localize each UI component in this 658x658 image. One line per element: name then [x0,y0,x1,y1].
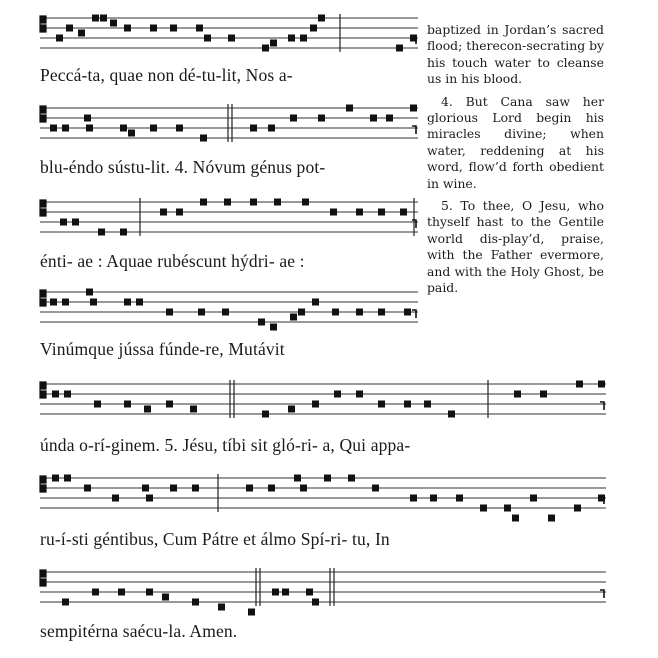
neume-note [346,105,353,112]
neume-note [90,299,97,306]
neume-note [396,45,403,52]
neume-note [136,299,143,306]
neume-note [282,589,289,596]
neume-note [110,20,117,27]
neume-note [248,609,255,616]
custos [412,126,416,134]
lyric-line-3: énti- ae : Aquae rubéscunt hýdri- ae : [40,251,305,271]
neume-note [92,589,99,596]
lyric-line-1: Peccá-ta, quae non dé-tu-lit, Nos a- [40,65,293,85]
do-clef [40,106,46,122]
neume-note [294,475,301,482]
neume-note [64,391,71,398]
neume-note [270,40,277,47]
neume-note [262,411,269,418]
neume-note [312,299,319,306]
neume-note [246,485,253,492]
neume-note [62,299,69,306]
neume-note [504,505,511,512]
neume-note [378,401,385,408]
neume-note [86,289,93,296]
neume-note [268,485,275,492]
neume-note [92,15,99,22]
neume-note [128,130,135,137]
lyric-line-7: sempitérna saécu-la. Amen. [40,621,238,641]
neume-note [424,401,431,408]
neume-note [120,229,127,236]
neume-note [166,401,173,408]
neume-note [310,25,317,32]
neume-note [598,381,605,388]
neume-note [410,495,417,502]
neume-note [300,485,307,492]
neume-note [448,411,455,418]
neume-note [170,485,177,492]
translation-paragraph-1: baptized in Jordan’s sacred flood; therecon-secrating by his touch water to cleanse us in his blood. [427,22,605,87]
neume-note [100,15,107,22]
do-clef [40,476,46,492]
staff-2 [0,98,418,138]
neume-note [302,199,309,206]
neume-note [52,391,59,398]
neume-note [146,495,153,502]
neume-note [218,604,225,611]
neume-note [576,381,583,388]
neume-note [574,505,581,512]
neume-note [118,589,125,596]
neume-note [190,406,197,413]
neume-note [94,401,101,408]
neume-note [62,125,69,132]
neume-note [456,495,463,502]
neume-note [330,209,337,216]
neume-note [200,135,207,142]
lyric-line-2: blu-éndo sústu-lit. 4. Nóvum génus pot- [40,157,326,177]
staff-4 [0,282,418,322]
neume-note [370,115,377,122]
neume-note [290,115,297,122]
neume-note [176,125,183,132]
neume-note [512,515,519,522]
translation-column [427,22,604,303]
neume-note [228,35,235,42]
lyric-line-4: Vinúmque jússa fúnde-re, Mutávit [40,339,285,359]
custos [412,310,416,318]
lyric-line-6: ru-í-sti géntibus, Cum Pátre et álmo Spí-ri- tu, In [40,529,390,549]
neume-note [52,475,59,482]
neume-note [166,309,173,316]
staff-1 [0,8,418,48]
neume-note [250,125,257,132]
neume-note [274,199,281,206]
neume-note [196,25,203,32]
staff-6 [0,468,606,508]
neume-note [98,229,105,236]
neume-note [160,209,167,216]
neume-note [120,125,127,132]
neume-note [318,115,325,122]
neume-note [530,495,537,502]
do-clef [40,200,46,216]
neume-note [200,199,207,206]
neume-note [312,599,319,606]
do-clef [40,16,46,32]
neume-note [290,314,297,321]
neume-note [318,15,325,22]
neume-note [144,406,151,413]
neume-note [372,485,379,492]
translation-paragraph-3: 5. To thee, O Jesu, who thyself hast to the Gentile world dis-play’d, praise, with the Father evermore, and with the Holy Ghost, be paid. [427,198,604,296]
neume-note [324,475,331,482]
neume-note [334,391,341,398]
neume-note [112,495,119,502]
neume-note [72,219,79,226]
neume-note [378,209,385,216]
neume-note [176,209,183,216]
neume-note [124,25,131,32]
custos [600,590,604,598]
neume-note [356,391,363,398]
neume-note [124,401,131,408]
neume-note [50,125,57,132]
neume-note [198,309,205,316]
neume-note [150,125,157,132]
neume-note [272,589,279,596]
neume-note [356,309,363,316]
neume-note [404,401,411,408]
neume-note [306,589,313,596]
neume-note [356,209,363,216]
neume-note [50,299,57,306]
neume-note [410,105,417,112]
neume-note [150,25,157,32]
neume-note [514,391,521,398]
neume-note [204,35,211,42]
neume-note [268,125,275,132]
neume-note [222,309,229,316]
neume-note [404,309,411,316]
neume-note [64,475,71,482]
custos [600,402,604,410]
translation-paragraph-2: 4. But Cana saw her glorious Lord begin his miracles divine; when water, reddening at his word, flow’d forth obedient in wine. [427,93,604,191]
neume-note [312,401,319,408]
neume-note [66,25,73,32]
staff-7 [0,562,606,602]
neume-note [60,219,67,226]
neume-note [300,35,307,42]
neume-note [400,209,407,216]
neume-note [386,115,393,122]
neume-note [258,319,265,326]
neume-note [270,324,277,331]
neume-note [86,125,93,132]
neume-note [224,199,231,206]
neume-note [262,45,269,52]
neume-note [348,475,355,482]
neume-note [142,485,149,492]
do-clef [40,290,46,306]
neume-note [84,115,91,122]
neume-note [548,515,555,522]
neume-note [62,599,69,606]
neume-note [540,391,547,398]
neume-note [298,309,305,316]
staff-3 [0,192,418,232]
neume-note [170,25,177,32]
neume-note [378,309,385,316]
do-clef [40,382,46,398]
neume-note [146,589,153,596]
staff-5 [0,374,606,414]
neume-note [288,406,295,413]
neume-note [430,495,437,502]
neume-note [162,594,169,601]
neume-note [192,485,199,492]
neume-note [192,599,199,606]
neume-note [78,30,85,37]
neume-note [332,309,339,316]
neume-note [250,199,257,206]
neume-note [480,505,487,512]
do-clef [40,570,46,586]
neume-note [288,35,295,42]
neume-note [56,35,63,42]
neume-note [124,299,131,306]
lyric-line-5: únda o-rí-ginem. 5. Jésu, tíbi sit gló-ri- a, Qui appa- [40,435,411,455]
neume-note [84,485,91,492]
